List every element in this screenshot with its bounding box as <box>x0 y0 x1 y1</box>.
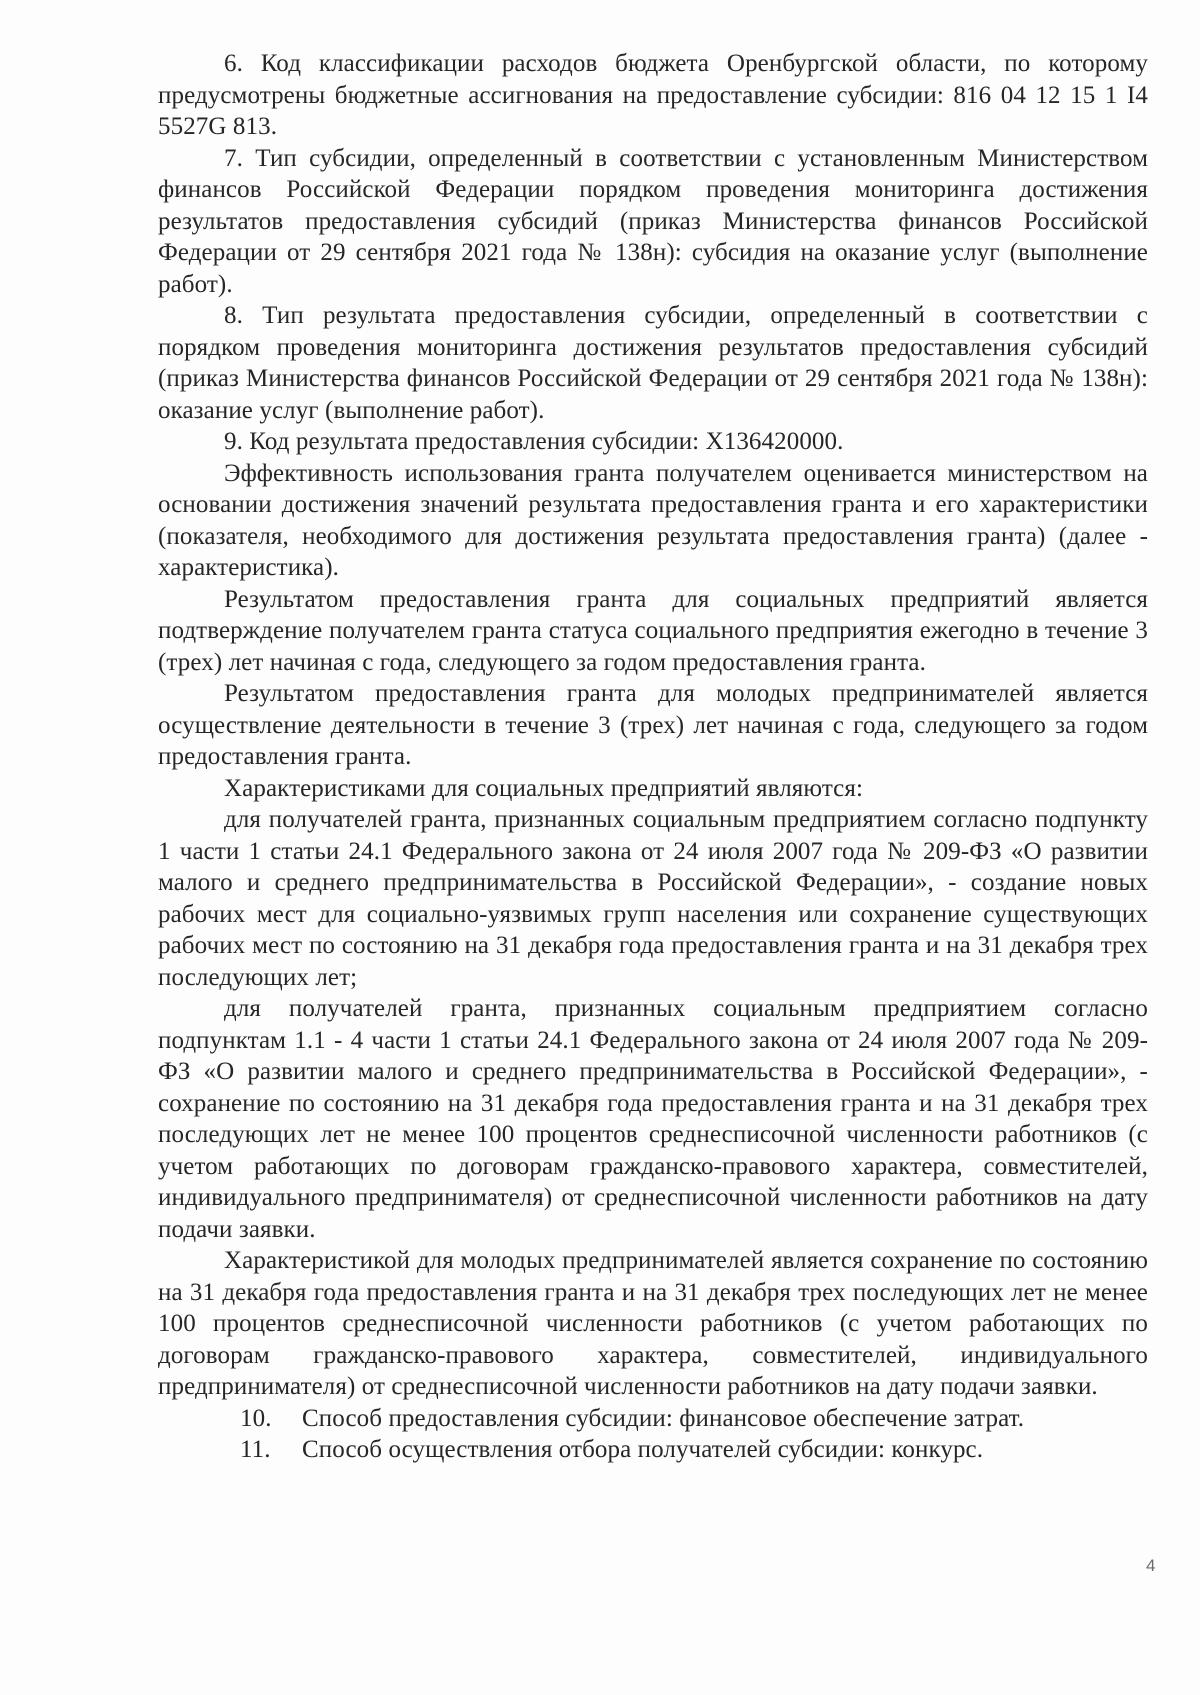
page-number: 4 <box>1146 1556 1156 1575</box>
paragraph-characteristic-2: для получателей гранта, признанных социальным предприятием согласно подпунктам 1.1 - 4 части 1 статьи 24.1 Федерального закона от 24 июля 2007 года № 209-ФЗ «О развитии малого и среднего предпринимательства в Российской Федерации», - сохранение по состоянию на 31 декабря года предоставления гранта и на 31 декабря трех последующих лет не менее 100 процентов среднесписочной численности работников (с учетом работающих по договорам гражданско-правового характера, совместителей, индивидуального предпринимателя) от среднесписочной численности работников на дату подачи заявки. <box>158 995 1148 1243</box>
item-number: 11. <box>240 1436 271 1463</box>
paragraph-characteristic-young: Характеристикой для молодых предпринимателей является сохранение по состоянию на 31 декабря года предоставления гранта и на 31 декабря трех последующих лет не менее 100 процентов среднесписочной численности работников (с учетом работающих по договорам гражданско-правового характера, совместителей, индивидуального предпринимателя) от среднесписочной численности работников на дату подачи заявки. <box>158 1247 1148 1400</box>
numbered-item-10 <box>158 1403 1148 1435</box>
item-number: 10. <box>240 1404 272 1432</box>
item-text: Способ предоставления субсидии: финансовое обеспечение затрат. <box>302 1404 1025 1432</box>
paragraph-budget-code: 6. Код классификации расходов бюджета Оренбургской области, по которому предусмотрены бюджетные ассигнования на предоставление субсидии: 816 04 12 15 1 I4 5527G 813. <box>158 50 1148 140</box>
numbered-item-11 <box>158 1434 1148 1466</box>
paragraph-result-social: Результатом предоставления гранта для социальных предприятий является подтверждение получателем гранта статуса социального предприятия ежегодно в течение 3 (трех) лет начиная с года, следующего за годом предоставления гранта. <box>158 585 1148 676</box>
paragraph-efficiency: Эффективность использования гранта получателем оценивается министерством на основании достижения значений результата предоставления гранта и его характеристики (показателя, необходимого для достижения результата предоставления гранта) (далее - характеристика). <box>158 459 1148 581</box>
paragraph-result-code: 9. Код результата предоставления субсидии: Х136420000. <box>224 428 844 455</box>
paragraph-characteristic-1: для получателей гранта, признанных социальным предприятием согласно подпункту 1 части 1 статьи 24.1 Федерального закона от 24 июля 2007 года № 209-ФЗ «О развитии малого и среднего предпринимательства в Российской Федерации», - создание новых рабочих мест для социально-уязвимых групп населения или сохранение существующих рабочих мест по состоянию на 31 декабря года предоставления гранта и на 31 декабря трех последующих лет; <box>158 806 1148 991</box>
paragraph-subsidy-type: 7. Тип субсидии, определенный в соответствии с установленным Министерством финансов Российской Федерации порядком проведения мониторинга достижения результатов предоставления субсидий (приказ Министерства финансов Российской Федерации от 29 сентября 2021 года № 138н): субсидия на оказание услуг (выполнение работ). <box>158 144 1148 298</box>
paragraph-characteristics-heading: Характеристиками для социальных предприятий являются: <box>224 774 864 802</box>
document-body <box>158 48 1148 1466</box>
item-text: Способ осуществления отбора получателей субсидии: конкурс. <box>302 1436 984 1463</box>
paragraph-result-type: 8. Тип результата предоставления субсидии, определенный в соответствии с порядком проведения мониторинга достижения результатов предоставления субсидий (приказ Министерства финансов Российской Федерации от 29 сентября 2021 года № 138н): оказание услуг (выполнение работ). <box>158 302 1148 424</box>
paragraph-result-young: Результатом предоставления гранта для молодых предпринимателей является осуществление деятельности в течение 3 (трех) лет начиная с года, следующего за годом предоставления гранта. <box>158 680 1148 770</box>
